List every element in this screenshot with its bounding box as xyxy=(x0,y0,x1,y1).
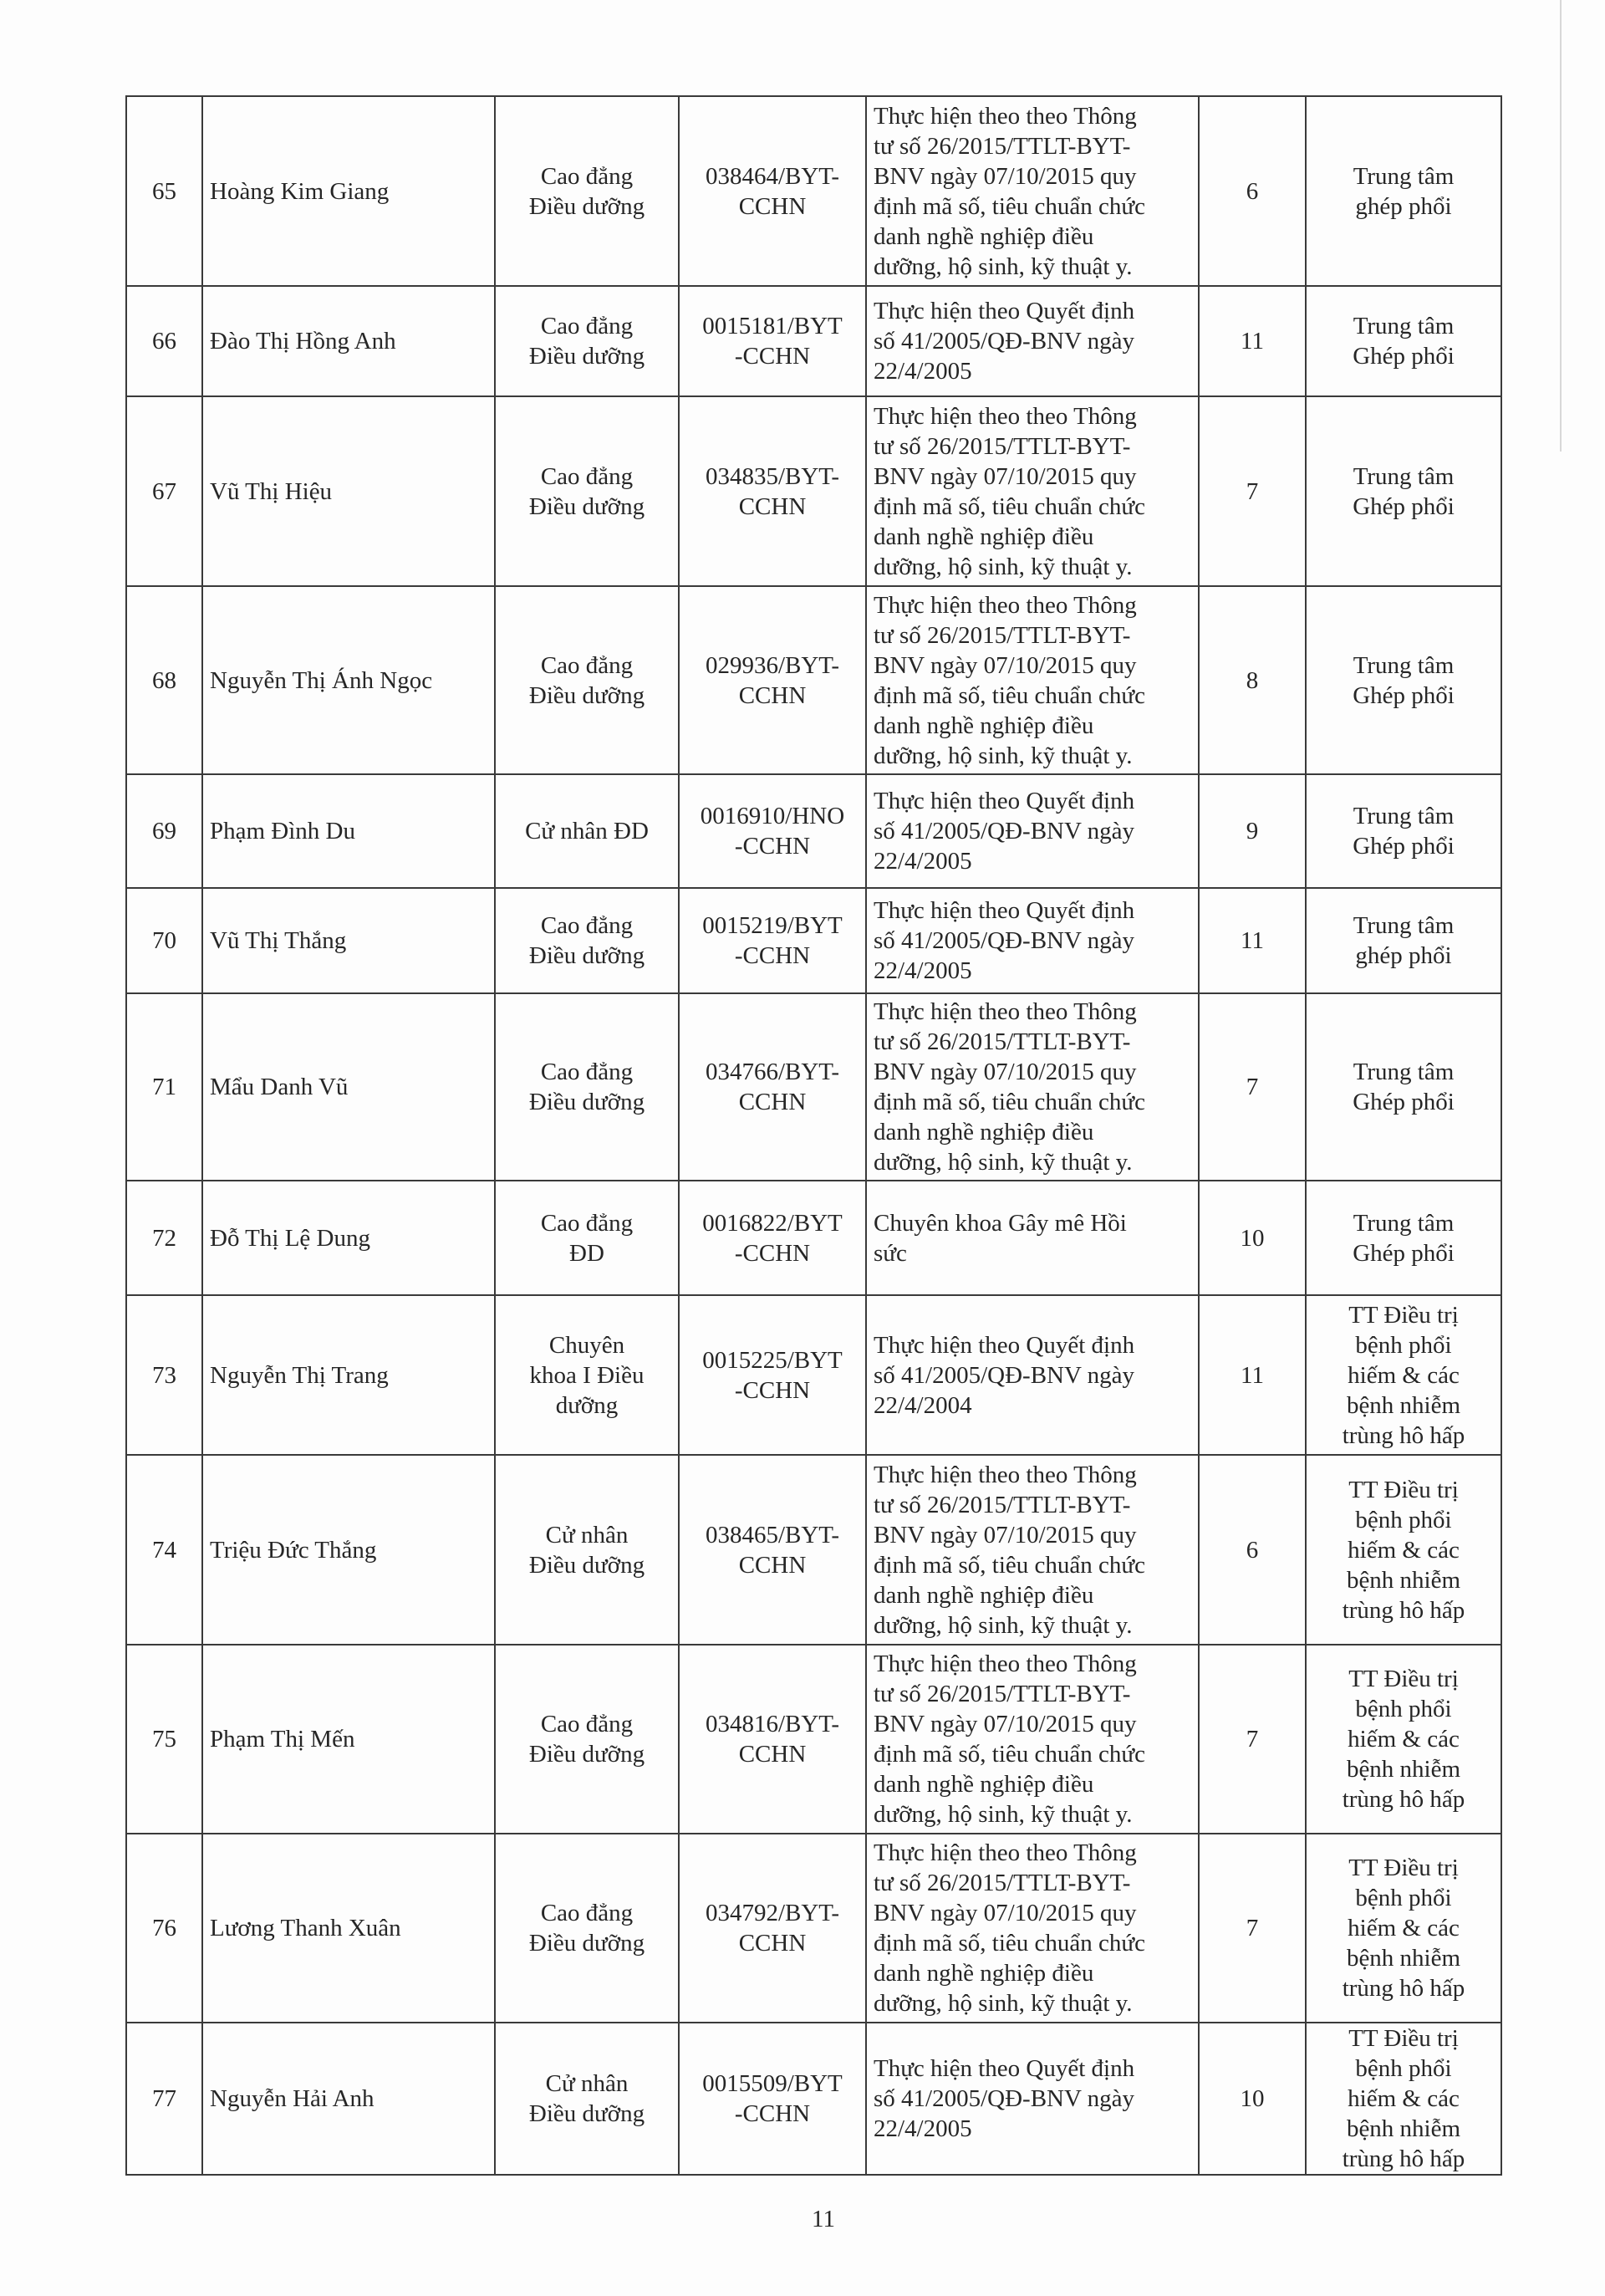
department: TT Điều trị bệnh phổi hiếm & các bệnh nhiễm trùng hô hấp xyxy=(1306,1455,1501,1645)
department: Trung tâm Ghép phổi xyxy=(1306,396,1501,586)
table-row xyxy=(126,774,1501,888)
practice-scope: Thực hiện theo theo Thông tư số 26/2015/TTLT-BYT- BNV ngày 07/10/2015 quy định mã số, tiêu chuẩn chức danh nghề nghiệp điều dưỡng, hộ sinh, kỹ thuật y. xyxy=(866,1455,1199,1645)
table-row xyxy=(126,888,1501,993)
practice-scope: Thực hiện theo theo Thông tư số 26/2015/TTLT-BYT- BNV ngày 07/10/2015 quy định mã số, tiêu chuẩn chức danh nghề nghiệp điều dưỡng, hộ sinh, kỹ thuật y. xyxy=(866,993,1199,1181)
practice-scope: Thực hiện theo theo Thông tư số 26/2015/TTLT-BYT- BNV ngày 07/10/2015 quy định mã số, tiêu chuẩn chức danh nghề nghiệp điều dưỡng, hộ sinh, kỹ thuật y. xyxy=(866,1834,1199,2023)
staff-name: Mẩu Danh Vũ xyxy=(202,993,495,1181)
practice-scope: Thực hiện theo theo Thông tư số 26/2015/TTLT-BYT- BNV ngày 07/10/2015 quy định mã số, tiêu chuẩn chức danh nghề nghiệp điều dưỡng, hộ sinh, kỹ thuật y. xyxy=(866,96,1199,286)
staff-name: Lương Thanh Xuân xyxy=(202,1834,495,2023)
practice-scope: Thực hiện theo Quyết định số 41/2005/QĐ-BNV ngày 22/4/2004 xyxy=(866,1295,1199,1455)
qualification: Cao đẳng Điều dưỡng xyxy=(495,1645,679,1834)
department: Trung tâm ghép phổi xyxy=(1306,888,1501,993)
years-experience: 11 xyxy=(1199,1295,1306,1455)
years-experience: 10 xyxy=(1199,1181,1306,1295)
row-number: 66 xyxy=(126,286,202,396)
years-experience: 7 xyxy=(1199,1834,1306,2023)
certificate-number: 038465/BYT- CCHN xyxy=(679,1455,866,1645)
staff-name: Phạm Thị Mến xyxy=(202,1645,495,1834)
years-experience: 7 xyxy=(1199,396,1306,586)
years-experience: 11 xyxy=(1199,888,1306,993)
practice-scope: Thực hiện theo Quyết định số 41/2005/QĐ-BNV ngày 22/4/2005 xyxy=(866,774,1199,888)
row-number: 75 xyxy=(126,1645,202,1834)
department: Trung tâm Ghép phổi xyxy=(1306,1181,1501,1295)
table-row xyxy=(126,586,1501,774)
certificate-number: 0016910/HNO -CCHN xyxy=(679,774,866,888)
certificate-number: 0015225/BYT -CCHN xyxy=(679,1295,866,1455)
qualification: Cử nhân Điều dưỡng xyxy=(495,1455,679,1645)
years-experience: 9 xyxy=(1199,774,1306,888)
row-number: 65 xyxy=(126,96,202,286)
years-experience: 8 xyxy=(1199,586,1306,774)
qualification: Chuyên khoa I Điều dưỡng xyxy=(495,1295,679,1455)
certificate-number: 034792/BYT- CCHN xyxy=(679,1834,866,2023)
certificate-number: 034766/BYT- CCHN xyxy=(679,993,866,1181)
table-row xyxy=(126,993,1501,1181)
practice-scope: Thực hiện theo theo Thông tư số 26/2015/TTLT-BYT- BNV ngày 07/10/2015 quy định mã số, tiêu chuẩn chức danh nghề nghiệp điều dưỡng, hộ sinh, kỹ thuật y. xyxy=(866,586,1199,774)
table-row xyxy=(126,286,1501,396)
practice-scope: Thực hiện theo Quyết định số 41/2005/QĐ-BNV ngày 22/4/2005 xyxy=(866,888,1199,993)
department: Trung tâm Ghép phổi xyxy=(1306,586,1501,774)
qualification: Cao đẳng ĐD xyxy=(495,1181,679,1295)
years-experience: 10 xyxy=(1199,2023,1306,2175)
row-number: 69 xyxy=(126,774,202,888)
years-experience: 7 xyxy=(1199,1645,1306,1834)
staff-name: Nguyễn Hải Anh xyxy=(202,2023,495,2175)
practice-scope: Thực hiện theo theo Thông tư số 26/2015/TTLT-BYT- BNV ngày 07/10/2015 quy định mã số, tiêu chuẩn chức danh nghề nghiệp điều dưỡng, hộ sinh, kỹ thuật y. xyxy=(866,1645,1199,1834)
qualification: Cao đẳng Điều dưỡng xyxy=(495,586,679,774)
practice-scope: Chuyên khoa Gây mê Hồi sức xyxy=(866,1181,1199,1295)
practice-scope: Thực hiện theo theo Thông tư số 26/2015/TTLT-BYT- BNV ngày 07/10/2015 quy định mã số, tiêu chuẩn chức danh nghề nghiệp điều dưỡng, hộ sinh, kỹ thuật y. xyxy=(866,396,1199,586)
row-number: 74 xyxy=(126,1455,202,1645)
certificate-number: 034835/BYT- CCHN xyxy=(679,396,866,586)
department: TT Điều trị bệnh phổi hiếm & các bệnh nhiễm trùng hô hấp xyxy=(1306,1834,1501,2023)
table-row xyxy=(126,1645,1501,1834)
certificate-number: 038464/BYT- CCHN xyxy=(679,96,866,286)
practice-scope: Thực hiện theo Quyết định số 41/2005/QĐ-BNV ngày 22/4/2005 xyxy=(866,286,1199,396)
row-number: 67 xyxy=(126,396,202,586)
staff-name: Nguyễn Thị Ánh Ngọc xyxy=(202,586,495,774)
staff-table xyxy=(125,95,1502,2176)
certificate-number: 034816/BYT- CCHN xyxy=(679,1645,866,1834)
certificate-number: 0015219/BYT -CCHN xyxy=(679,888,866,993)
certificate-number: 0016822/BYT -CCHN xyxy=(679,1181,866,1295)
staff-name: Vũ Thị Hiệu xyxy=(202,396,495,586)
qualification: Cử nhân Điều dưỡng xyxy=(495,2023,679,2175)
staff-name: Triệu Đức Thắng xyxy=(202,1455,495,1645)
qualification: Cao đẳng Điều dưỡng xyxy=(495,888,679,993)
qualification: Cao đẳng Điều dưỡng xyxy=(495,1834,679,2023)
department: Trung tâm Ghép phổi xyxy=(1306,286,1501,396)
department: Trung tâm Ghép phổi xyxy=(1306,993,1501,1181)
qualification: Cao đẳng Điều dưỡng xyxy=(495,396,679,586)
department: TT Điều trị bệnh phổi hiếm & các bệnh nhiễm trùng hô hấp xyxy=(1306,2023,1501,2175)
certificate-number: 029936/BYT- CCHN xyxy=(679,586,866,774)
page-number: 11 xyxy=(812,2206,835,2232)
table-row xyxy=(126,1834,1501,2023)
practice-scope: Thực hiện theo Quyết định số 41/2005/QĐ-BNV ngày 22/4/2005 xyxy=(866,2023,1199,2175)
staff-name: Hoàng Kim Giang xyxy=(202,96,495,286)
years-experience: 11 xyxy=(1199,286,1306,396)
years-experience: 6 xyxy=(1199,1455,1306,1645)
qualification: Cao đẳng Điều dưỡng xyxy=(495,96,679,286)
staff-name: Đỗ Thị Lệ Dung xyxy=(202,1181,495,1295)
row-number: 70 xyxy=(126,888,202,993)
department: TT Điều trị bệnh phổi hiếm & các bệnh nhiễm trùng hô hấp xyxy=(1306,1295,1501,1455)
certificate-number: 0015181/BYT -CCHN xyxy=(679,286,866,396)
qualification: Cao đẳng Điều dưỡng xyxy=(495,993,679,1181)
staff-name: Đào Thị Hồng Anh xyxy=(202,286,495,396)
row-number: 73 xyxy=(126,1295,202,1455)
row-number: 71 xyxy=(126,993,202,1181)
department: Trung tâm Ghép phổi xyxy=(1306,774,1501,888)
table-body xyxy=(126,96,1501,2175)
table-row xyxy=(126,1455,1501,1645)
scan-edge-line xyxy=(1560,0,1562,452)
row-number: 72 xyxy=(126,1181,202,1295)
table-row xyxy=(126,1295,1501,1455)
table-row xyxy=(126,396,1501,586)
staff-name: Nguyễn Thị Trang xyxy=(202,1295,495,1455)
table-row xyxy=(126,1181,1501,1295)
certificate-number: 0015509/BYT -CCHN xyxy=(679,2023,866,2175)
years-experience: 7 xyxy=(1199,993,1306,1181)
department: TT Điều trị bệnh phổi hiếm & các bệnh nhiễm trùng hô hấp xyxy=(1306,1645,1501,1834)
table-row xyxy=(126,96,1501,286)
qualification: Cử nhân ĐD xyxy=(495,774,679,888)
staff-name: Vũ Thị Thắng xyxy=(202,888,495,993)
department: Trung tâm ghép phổi xyxy=(1306,96,1501,286)
qualification: Cao đẳng Điều dưỡng xyxy=(495,286,679,396)
row-number: 68 xyxy=(126,586,202,774)
row-number: 77 xyxy=(126,2023,202,2175)
table-row xyxy=(126,2023,1501,2175)
staff-name: Phạm Đình Du xyxy=(202,774,495,888)
years-experience: 6 xyxy=(1199,96,1306,286)
row-number: 76 xyxy=(126,1834,202,2023)
